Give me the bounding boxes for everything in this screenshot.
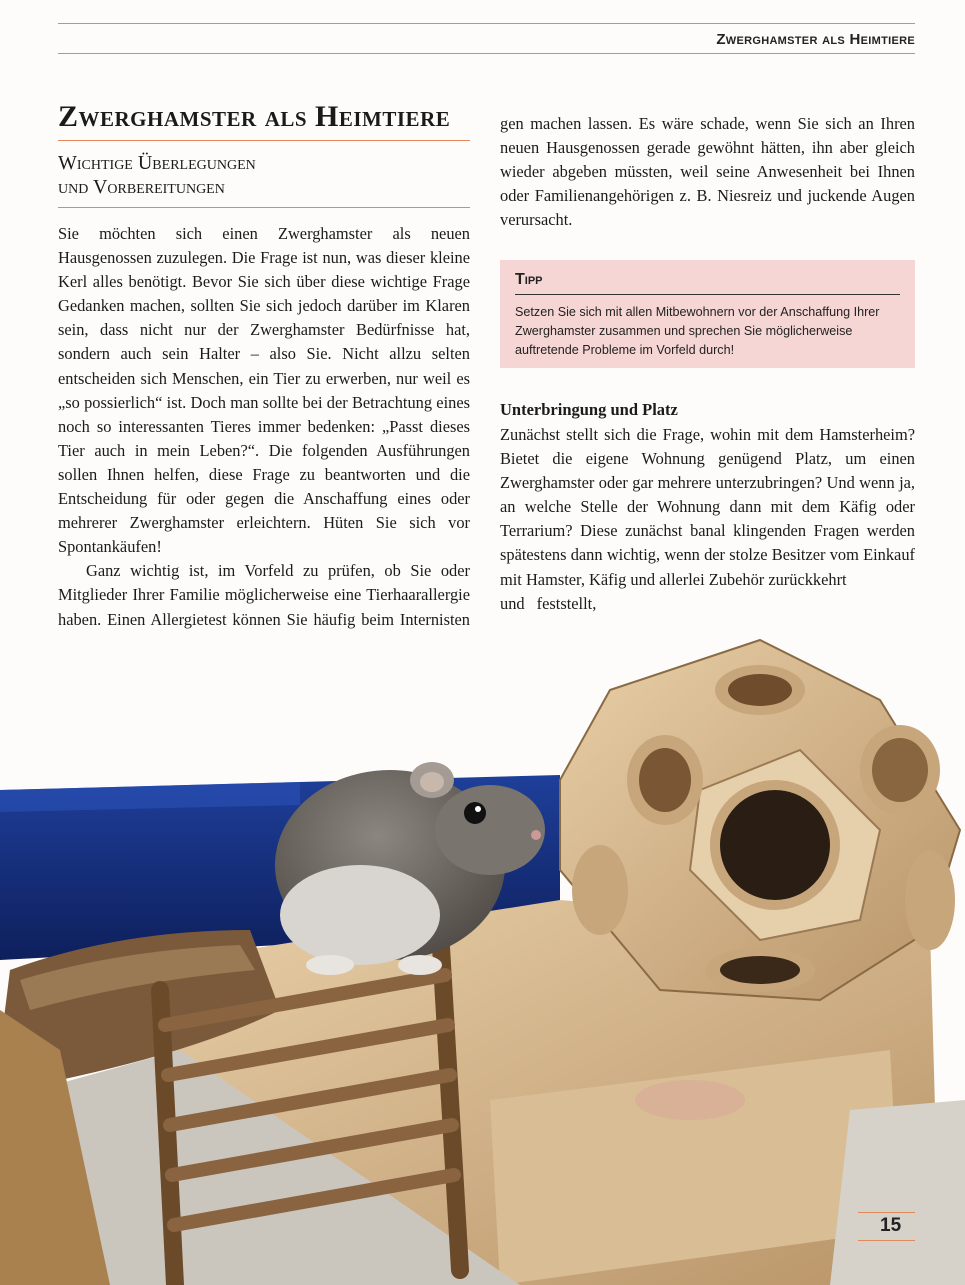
page-number-rule-top: [858, 1212, 915, 1213]
hamster-photo: [0, 630, 965, 1285]
chapter-title: Zwerghamster als Heimtiere: [58, 100, 451, 133]
right-column-bottom: [500, 423, 915, 616]
paragraph-continuation: gen machen lassen. Es wäre schade, wenn Sie sich an Ihren neuen Hausgenossen gerade gewöhnt hätten, ihn aber gleich wieder abgeben müssten, weil seine Anwesenheit bei Ihnen oder Familienangehörigen z. B. Niesreiz und juckende Augen verursacht.: [500, 114, 915, 230]
tip-rule: [515, 294, 900, 295]
page-number-rule-bottom: [858, 1240, 915, 1241]
section-rule: [58, 207, 470, 208]
paragraph-allergy: Ganz wichtig ist, im Vorfeld zu prüfen, ob Sie oder Mitglieder Ihrer Familie möglicherweise eine Tierhaarallergie haben. Einen Allergietest können Sie häufig beim Internisten: [58, 561, 470, 629]
tip-box: [500, 260, 915, 368]
subheading: Unterbringung und Platz: [500, 400, 678, 419]
paragraph-housing: Zunächst stellt sich die Frage, wohin mit dem Hamsterheim? Bietet die eigene Wohnung genügend Platz, um einen Zwerghamster oder gar mehrere unterzubringen? Und wenn ja, an welche Stelle der Wohnung dann mit dem Käfig oder Terrarium? Diese zunächst banal klingenden Fragen werden spätestens dann wichtig, wenn der stolze Besitzer vom Einkauf mit Hamster, Käfig und allerlei Zubehör zurückkehrt: [500, 425, 915, 589]
tip-text: Setzen Sie sich mit allen Mitbewohnern vor der Anschaffung Ihrer Zwerghamster zusammen und sprechen Sie möglicherweise auftretende Probleme im Vorfeld durch!: [515, 305, 880, 357]
left-column: [58, 100, 470, 656]
right-column-top: [500, 112, 915, 232]
chapter-rule: [58, 140, 470, 141]
tip-title: Tipp: [515, 271, 543, 288]
header-rule-bottom: [58, 53, 915, 54]
page-number: 15: [880, 1215, 902, 1236]
section-title-line2: und Vorbereitungen: [58, 176, 225, 198]
section-title-line1: Wichtige Überlegungen: [58, 152, 256, 174]
paragraph-housing-end: und feststellt,: [500, 593, 597, 613]
header-rule-top: [58, 23, 915, 24]
running-header: Zwerghamster als Heimtiere: [716, 31, 915, 48]
paragraph-intro: Sie möchten sich einen Zwerghamster als neuen Hausgenossen zuzulegen. Die Frage ist nun, was dieser kleine Kerl alles benötigt. Bevor Sie sich über diese wichtige Frage Gedanken machen, sollten Sie sich jedoch darüber im Klaren sein, dass nicht nur der Zwerghamster Bedürfnisse hat, sondern auch sein Halter – also Sie. Nicht allzu selten entscheiden sich Menschen, ein Tier zu erwerben, nur weil es „so possierlich“ ist. Doch man sollte bei der Betrachtung eines noch so interessanten Tieres immer bedenken: „Passt dieses Tier auch in mein Leben?“. Die folgenden Ausführungen sollen Ihnen helfen, diese Frage zu beantworten und die Entscheidung für oder gegen die Anschaffung eines oder mehrerer Zwerghamster erleichtern. Hüten Sie sich vor Spontankäufen!: [58, 224, 470, 557]
